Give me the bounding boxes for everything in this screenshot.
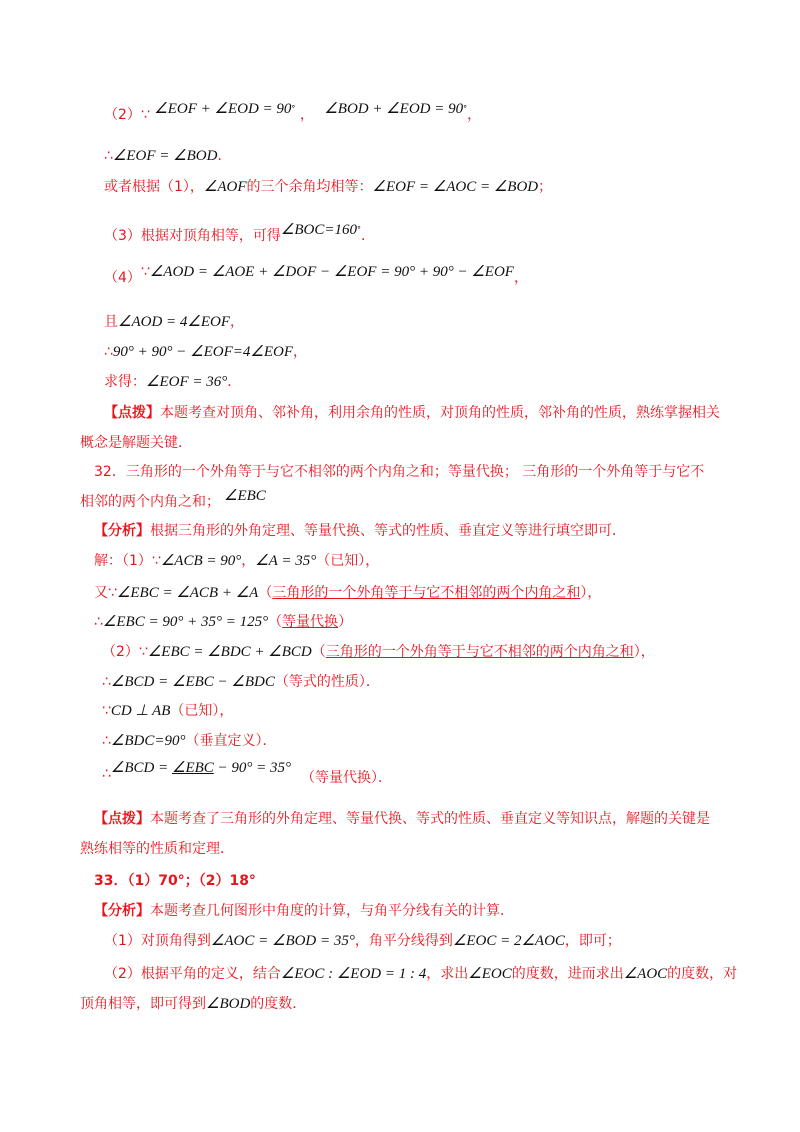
degree-mark: ° [291,104,296,113]
equation: ∠AOC [623,966,668,982]
text: 的度数，进而求出 [511,966,624,982]
equation: ∠AOF [203,179,247,195]
equation-part-underlined: ∠EBC [172,760,214,776]
text: 解：（1）∵ [94,553,161,569]
equation [111,760,291,776]
equation-part: − 90° = 35° [213,760,292,776]
part2-conclusion [104,146,231,166]
part2-alternative [104,177,552,197]
text: ，求出 [426,966,469,982]
comma: ， [513,270,528,286]
part2-label: （2） [104,107,141,123]
equation: CD ⊥ AB [110,703,171,719]
text: ； [538,179,553,195]
period: ． [227,374,242,390]
equation: ∠EBC = 90° + 35° = 125° [102,614,269,630]
q32-step4 [102,642,655,662]
q33-answer: 33．（1）70°；（2）18° [94,873,256,889]
q32-step1 [94,551,379,571]
q32-step6 [102,701,233,721]
because-symbol: ∵ [140,107,150,123]
analysis-text: 本题考查几何图形中角度的计算，与角平分线有关的计算． [150,903,514,919]
equation: ∠BOC=160 [280,222,357,238]
text: 顶角相等，即可得到 [80,996,206,1012]
equation: ∠A = 35° [255,553,317,569]
text: （垂直定义）． [185,733,277,749]
tip-paragraph [104,403,720,423]
q32-answer-cont [80,488,266,512]
text: ，即可； [564,933,621,949]
equation: ∠EOF = ∠BOD [112,148,218,164]
analysis-tag: 【分析】 [94,523,150,539]
equation: ∠AOC = ∠BOD = 35° [210,933,355,949]
q32-answer: 32．三角形的一个外角等于与它不相邻的两个内角之和；等量代换； 三角形的一个外角等于与它不 [94,464,705,480]
q32-step2 [94,583,601,603]
analysis-tag: 【分析】 [94,903,150,919]
degree-mark: ° [357,225,361,234]
part3-line [104,220,375,246]
period: ． [361,228,375,244]
text: ） [338,614,353,630]
text: 求得： [104,374,146,390]
part4-solve [104,372,241,392]
because-symbol: ∵ [140,264,150,280]
q33-part2-cont [80,994,306,1014]
q32-analysis [94,521,626,541]
text: ， [241,553,256,569]
part4-label: （4） [104,270,141,286]
because-symbol: ∵ [102,703,111,719]
q32-step3 [94,612,352,632]
text: ）， [580,585,602,601]
text: （ [258,585,273,601]
period: ． [217,148,232,164]
text: （2）∵ [102,644,148,660]
tip-text: 本题考查了三角形的外角定理、等量代换、等式的性质、垂直定义等知识点，解题的关键是 [150,811,710,827]
equation: ∠AOD = 4∠EOF [118,314,231,330]
therefore-symbol: ∴ [102,674,111,690]
equation: ∠EOC [468,966,512,982]
equation: ∠BOD [206,996,251,1012]
part2-line [104,99,481,125]
equation: ∠AOD = ∠AOE + ∠DOF − ∠EOF = 90° + 90° − ∠EOF [149,264,514,280]
equation: ∠EOC : ∠EOD = 1 : 4 [280,966,427,982]
equation: ∠ACB = 90° [160,553,242,569]
text: （2）根据平角的定义，结合 [104,966,281,982]
text: 的度数，对 [667,966,738,982]
therefore-symbol: ∴ [104,148,113,164]
text: （3）根据对顶角相等，可得 [104,228,281,244]
comma: ， [299,107,314,123]
equation: ∠EOF = ∠AOC = ∠BOD [372,179,539,195]
tip-text: 本题考查对顶角、邻补角，利用余角的性质，对顶角的性质，邻补角的性质，熟练掌握相关 [160,405,720,421]
equation: ∠EOF = 36° [146,374,228,390]
q32-tip-cont: 熟练相等的性质和定理． [80,841,234,857]
analysis-text: 根据三角形的外角定理、等量代换、等式的性质、垂直定义等进行填空即可． [150,523,626,539]
text: （ [268,614,283,630]
therefore-symbol: ∴ [94,614,103,630]
tip-paragraph-cont: 概念是解题关键． [80,435,192,451]
text: ）， [633,644,655,660]
q32-step7 [102,731,277,751]
text: 的度数． [250,996,307,1012]
equation: ∠EOC = 2∠AOC [452,933,565,949]
text: （已知）， [170,703,234,719]
therefore-symbol: ∴ [104,344,113,360]
equation: ∠EBC = ∠BDC + ∠BCD [147,644,312,660]
blank-answer: 三角形的一个外角等于与它不相邻的两个内角之和 [325,644,634,660]
q33-analysis [94,901,514,921]
part4-therefore [104,342,307,362]
text: 相邻的两个内角之和； [80,494,220,510]
q32-tip [94,809,710,829]
equation-part: ∠BCD = [110,760,172,776]
comma: ， [293,344,307,360]
text: 或者根据（1）， [104,179,204,195]
text: （ [311,644,326,660]
text: 又∵ [94,585,117,601]
text: ，角平分线得到 [354,933,453,949]
equation: ∠EOF + ∠EOD = 90 [154,101,292,117]
blank-answer: 三角形的一个外角等于与它不相邻的两个内角之和 [272,585,581,601]
equation: ∠BDC=90° [110,733,186,749]
q33-part1 [104,931,621,951]
text: （1）对顶角得到 [104,933,211,949]
equation: ∠EBC [224,488,266,504]
part4-line [104,264,528,288]
q32-step8 [102,760,393,786]
comma: ， [467,107,482,123]
q33-part2 [104,964,737,984]
degree-mark: ° [463,104,468,113]
equation: ∠BOD + ∠EOD = 90 [324,101,464,117]
text: （等量代换）． [301,770,393,786]
comma: ， [230,314,245,330]
equation: ∠EBC = ∠ACB + ∠A [116,585,259,601]
equation: ∠BCD = ∠EBC − ∠BDC [110,674,275,690]
part4-given [104,312,244,332]
equation: 90° + 90° − ∠EOF=4∠EOF [112,344,293,360]
text: （等式的性质）． [274,674,380,690]
tip-tag: 【点拨】 [104,405,160,421]
text: 且 [104,314,118,330]
therefore-symbol: ∴ [102,733,111,749]
text: （已知）， [316,553,380,569]
q32-step5 [102,672,380,692]
text: 的三个余角均相等： [246,179,373,195]
therefore-symbol: ∴ [102,766,111,782]
tip-tag: 【点拨】 [94,811,150,827]
blank-answer: 等量代换 [282,614,339,630]
